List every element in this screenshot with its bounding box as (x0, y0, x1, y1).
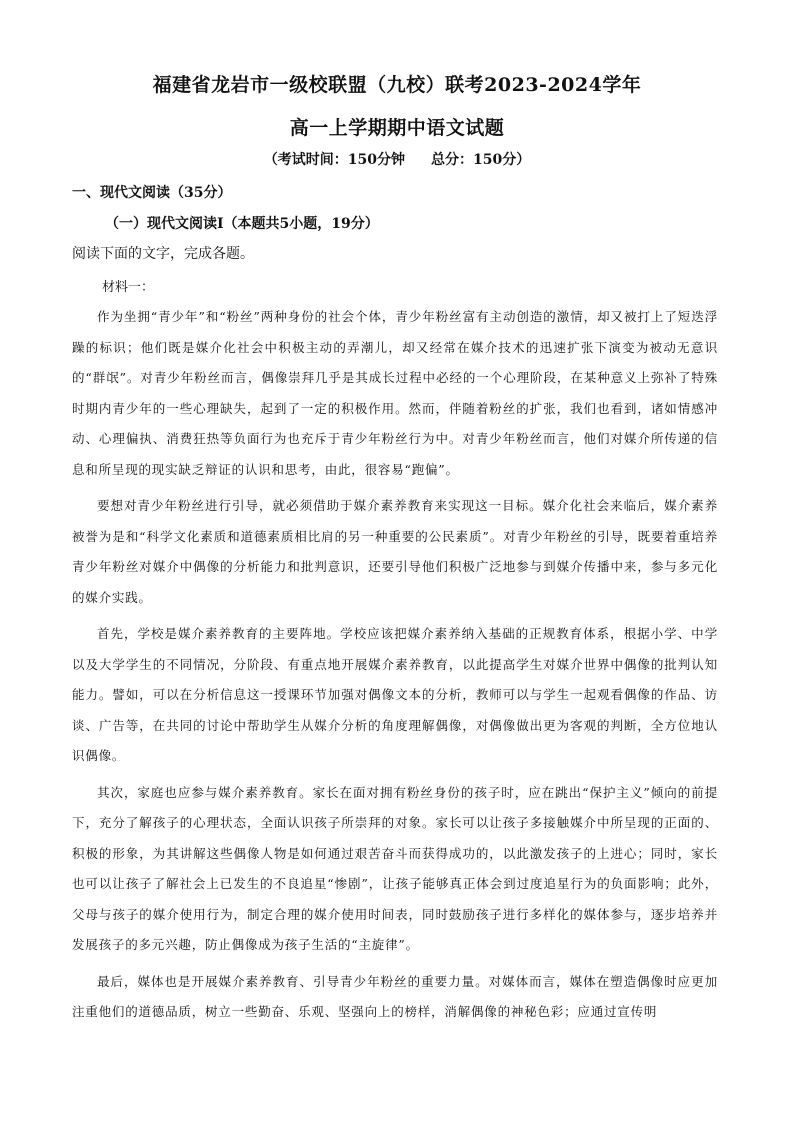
paragraph: 最后，媒体也是开展媒介素养教育、引导青少年粉丝的重要力量。对媒体而言，媒体在塑造偶像时应更加注重他们的道德品质，树立一些勤奋、乐观、坚强向上的榜样，消解偶像的神秘色彩；应通过宣传明 (72, 973, 718, 1019)
document-title-line2: 高一上学期期中语文试题 (289, 117, 505, 139)
paragraph: 其次，家庭也应参与媒介素养教育。家长在面对拥有粉丝身份的孩子时，应在跳出“保护主义”倾向的前提下，充分了解孩子的心理状态，全面认识孩子所崇拜的对象。家长可以让孩子多接触媒介中所呈现的正面的、积极的形象，为其讲解这些偶像人物是如何通过艰苦奋斗而获得成功的，以此激发孩子的上进心；同时，家长也可以让孩子了解社会上已发生的不良追星“惨剧”，让孩子能够真正体会到过度追星行为的负面影响；此外，父母与孩子的媒介使用行为，制定合理的媒介使用时间表，同时鼓励孩子进行多样化的媒体参与，逐步培养并发展孩子的多元兴趣，防止偶像成为孩子生活的“主旋律”。 (72, 784, 718, 952)
reading-instruction: 阅读下面的文字，完成各题。 (72, 246, 254, 262)
exam-time: （考试时间：150分钟 (263, 152, 405, 168)
exam-info (0, 149, 794, 169)
paragraph: 要想对青少年粉丝进行引导，就必须借助于媒介素养教育来实现这一目标。媒介化社会来临后，媒介素养被誉为是和“科学文化素质和道德素质相比肩的另一种重要的公民素质”。对青少年粉丝的引导，既要着重培养青少年粉丝对媒介中偶像的分析能力和批判意识，还要引导他们积极广泛地参与到媒介传播中来，参与多元化的媒介实践。 (72, 498, 718, 605)
material-label: 材料一： (102, 280, 155, 295)
passage-body (72, 302, 718, 1034)
subsection-heading: （一）现代文阅读Ⅰ（本题共5小题，19分） (105, 216, 379, 232)
document-title-line1: 福建省龙岩市一级校联盟（九校）联考2023-2024学年 (152, 74, 642, 96)
paragraph: 作为坐拥“青少年”和“粉丝”两种身份的社会个体，青少年粉丝富有主动创造的激情，却又被打上了短迭浮躁的标识；他们既是媒介化社会中积极主动的弄潮儿，却又经常在媒介技术的迅速扩张下演变为被动无意识的“群氓”。对青少年粉丝而言，偶像崇拜几乎是其成长过程中必经的一个心理阶段，在某种意义上弥补了特殊时期内青少年的一些心理缺失，起到了一定的积极作用。然而，伴随着粉丝的扩张，我们也看到，诸如情感冲动、心理偏执、消费狂热等负面行为也充斥于青少年粉丝行为中。对青少年粉丝而言，他们对媒介所传递的信息和所呈现的现实缺乏辩证的认识和思考，由此，很容易“跑偏”。 (72, 309, 718, 477)
total-score: 总分：150分） (431, 152, 531, 168)
section-heading: 一、现代文阅读（35分） (72, 185, 232, 201)
paragraph: 首先，学校是媒介素养教育的主要阵地。学校应该把媒介素养纳入基础的正规教育体系，根据小学、中学以及大学学生的不同情况，分阶段、有重点地开展媒介素养教育，以此提高学生对媒介世界中偶像的批判认知能力。譬如，可以在分析信息这一授课环节加强对偶像文本的分析，教师可以与学生一起观看偶像的作品、访谈、广告等，在共同的讨论中帮助学生从媒介分析的角度理解偶像，对偶像做出更为客观的判断，全方位地认识偶像。 (72, 626, 718, 763)
